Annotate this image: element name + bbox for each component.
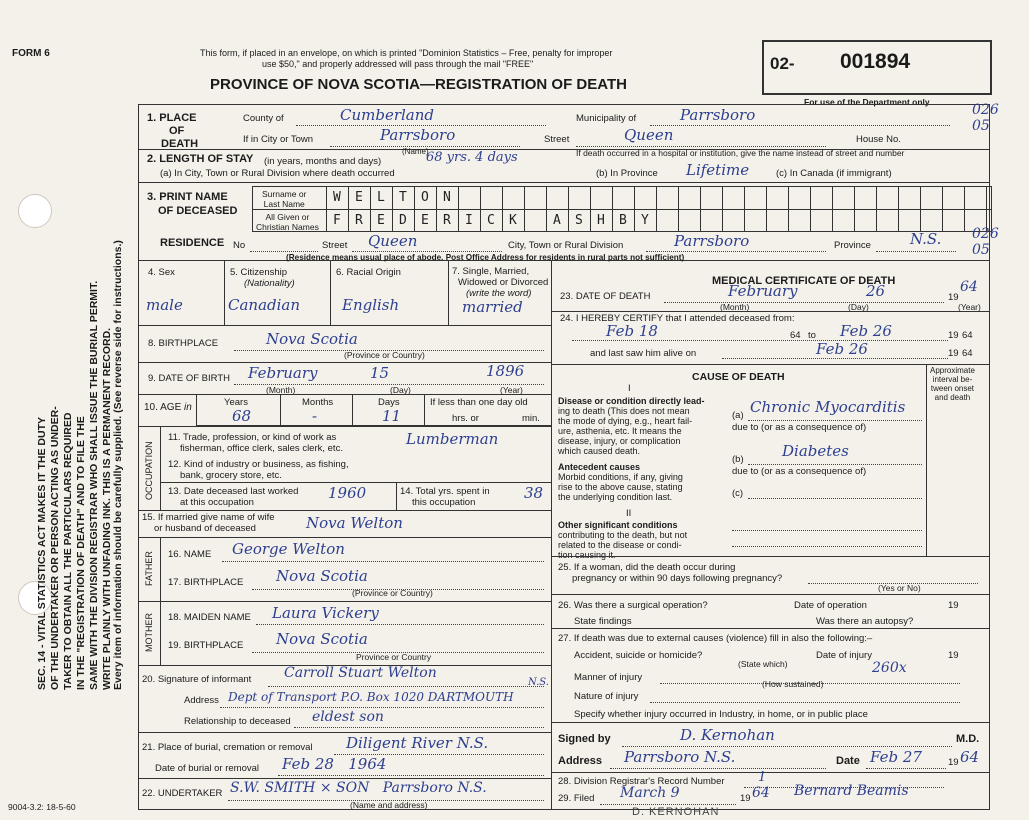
- manner-label: Manner of injury: [574, 672, 643, 683]
- q24-label: 24. I HEREBY CERTIFY that I attended deceased from:: [560, 313, 795, 324]
- age-hrs: hrs. or: [452, 413, 479, 424]
- dob-day-sub: (Day): [390, 385, 411, 395]
- residence-street-label: Street: [322, 240, 348, 251]
- attended-to-year-prefix: 19: [948, 330, 959, 341]
- due-to-1: due to (or as a consequence of): [732, 422, 867, 433]
- q26-label: 26. Was there a surgical operation?: [558, 600, 708, 611]
- given-letter: R: [355, 213, 363, 228]
- q29-year-prefix: 19: [740, 793, 751, 804]
- q29-label: 29. Filed: [558, 793, 595, 804]
- given-letter: C: [487, 213, 495, 228]
- father-side-label: FATHER: [144, 551, 154, 586]
- street-value: Queen: [624, 126, 674, 144]
- age-days-label: Days: [378, 397, 400, 408]
- racial-value: English: [342, 296, 400, 314]
- given-letter: E: [421, 213, 429, 228]
- q27-label: 27. If death was due to external causes (violence) fill in also the following:–: [558, 633, 873, 644]
- q23-year: 64: [960, 279, 978, 295]
- q17-value: Nova Scotia: [276, 567, 368, 585]
- cause-c-label: (c): [732, 488, 744, 499]
- mother-side-label: MOTHER: [144, 613, 154, 652]
- informant-address-label: Address: [184, 695, 219, 706]
- side-instructions: SEC. 14 - VITAL STATISTICS ACT MAKES IT THE DUTY OF THE UNDERTAKER OR PERSON ACTING AS UNDER- TAKER TO OBTAIN ALL THE PARTICULARS REQUIRED IN THE "REGISTRATION OF DEATH" AND TO FILE THE SAME WITH THE DIVISION REGISTRAR WHO SHALL ISSUE THE BURIAL PERMIT. WRITE PLAINLY WITH UNFADING INK. THIS IS A PERMANENT RECORD.: [36, 280, 113, 690]
- age-label: 10. AGE in: [144, 402, 192, 413]
- stay-b-value: Lifetime: [686, 161, 750, 179]
- q26-year: 19: [948, 600, 959, 611]
- house-label: House No.: [856, 134, 901, 145]
- manner-value: 260x: [872, 660, 907, 676]
- signoff-date-label: Date: [836, 755, 860, 767]
- given-letter: D: [399, 213, 407, 228]
- place-label: 1. PLACE OF DEATH: [147, 112, 199, 150]
- stay-line-c: (c) In Canada (if immigrant): [776, 168, 892, 179]
- informant-address-ns: N.S.: [528, 677, 549, 688]
- last-seen-label: and last saw him alive on: [590, 348, 697, 359]
- residence-street-value: Queen: [368, 232, 418, 250]
- age-days-value: 11: [382, 407, 402, 425]
- county-label: County of: [243, 113, 284, 124]
- attended-to-value: Feb 26: [840, 322, 892, 340]
- roman-2: II: [626, 508, 632, 519]
- surname-letter: L: [377, 190, 385, 205]
- surname-letter: N: [443, 190, 451, 205]
- given-letter: F: [333, 213, 341, 228]
- given-letter: E: [377, 213, 385, 228]
- burial-date-value: Feb 28 1964: [282, 755, 387, 773]
- q21-value: Diligent River N.S.: [346, 734, 489, 752]
- residence-province-label: Province: [834, 240, 871, 251]
- roman-1: I: [628, 383, 631, 394]
- q12-label: 12. Kind of industry or business, as fishing, bank, grocery store, etc.: [168, 459, 349, 481]
- cause-b-value: Diabetes: [782, 442, 849, 460]
- q14-label: 14. Total yrs. spent in this occupation: [400, 486, 490, 508]
- stay-line-a: (a) In City, Town or Rural Division where death occurred: [160, 168, 395, 179]
- city-value: Parrsboro: [380, 126, 456, 144]
- birthplace-value: Nova Scotia: [266, 330, 358, 348]
- age-years-label: Years: [224, 397, 248, 408]
- given-letter: I: [465, 213, 473, 228]
- burial-date-label: Date of burial or removal: [155, 763, 260, 774]
- relationship-value: eldest son: [312, 709, 384, 725]
- registration-number: 001894: [840, 50, 911, 73]
- surname-letter: E: [355, 190, 363, 205]
- q19-value: Nova Scotia: [276, 630, 368, 648]
- punch-hole-top: [18, 194, 52, 228]
- street-label: Street: [544, 134, 570, 145]
- date-injury-label: Date of injury: [816, 650, 872, 661]
- q23-day-sub: (Day): [848, 302, 869, 312]
- sex-label: 4. Sex: [148, 267, 175, 278]
- stay-value: 68 yrs. 4 days: [426, 150, 518, 165]
- q11-label: 11. Trade, profession, or kind of work as fisherman, office clerk, sales clerk, etc.: [168, 432, 343, 454]
- bottom-handwritten-note: D. KERNOHAN: [632, 806, 720, 818]
- citizenship-value: Canadian: [228, 296, 301, 314]
- last-seen-year: 64: [962, 348, 973, 359]
- hospital-note: If death occurred in a hospital or institution, give the name instead of street and number: [576, 148, 905, 158]
- attended-to: to: [808, 330, 816, 341]
- residence-note: (Residence means usual place of abode. Post Office Address for residents in rural parts not sufficient): [286, 253, 685, 262]
- surname-label: Surname or Last Name: [262, 189, 307, 209]
- age-months-value: -: [312, 407, 318, 425]
- q13-value: 1960: [328, 484, 367, 502]
- birthplace-sub: (Province or Country): [344, 350, 425, 360]
- q22-value: S.W. SMITH × SON Parrsboro N.S.: [230, 780, 487, 796]
- signoff-address-label: Address: [558, 755, 603, 767]
- q15-value: Nova Welton: [306, 514, 403, 532]
- q18-label: 18. MAIDEN NAME: [168, 612, 251, 623]
- q23-year-prefix: 19: [948, 292, 959, 303]
- given-letter: R: [443, 213, 451, 228]
- other-label: Other significant conditions contributing to the death, but not related to the disease or condi- tion causing it.: [558, 520, 688, 560]
- informant-address-value: Dept of Transport P.O. Box 1020 DARTMOUTH: [228, 690, 514, 704]
- registration-prefix: 02-: [770, 54, 795, 73]
- given-letter: K: [509, 213, 517, 228]
- q25-sub: (Yes or No): [878, 583, 921, 593]
- q18-value: Laura Vickery: [272, 604, 379, 622]
- q16-value: George Welton: [232, 540, 345, 558]
- occupation-side-label: OCCUPATION: [144, 441, 154, 500]
- dob-day: 15: [370, 364, 390, 382]
- q19-label: 19. BIRTHPLACE: [168, 640, 244, 651]
- accident-label: Accident, suicide or homicide?: [574, 650, 703, 661]
- q23-label: 23. DATE OF DEATH: [560, 291, 651, 302]
- q11-value: Lumberman: [406, 430, 499, 448]
- signed-label: Signed by: [558, 733, 611, 745]
- stay-line-b: (b) In Province: [596, 168, 658, 179]
- residence-city-label: City, Town or Rural Division: [508, 240, 624, 251]
- q28-label: 28. Division Registrar's Record Number: [558, 776, 725, 787]
- stay-label: 2. LENGTH OF STAY: [147, 153, 254, 165]
- name-label: 3. PRINT NAME OF DECEASED: [147, 191, 238, 217]
- antecedent-label: Antecedent causes Morbid conditions, if any, giving rise to the above cause, stating the underlying condition last.: [558, 462, 683, 502]
- cause-heading: CAUSE OF DEATH: [692, 371, 785, 383]
- age-months-label: Months: [302, 397, 334, 408]
- q28-value: 1: [758, 770, 767, 785]
- given-letter: Y: [641, 213, 649, 228]
- injury-year: 19: [948, 650, 959, 661]
- residence-province-value: N.S.: [910, 230, 942, 248]
- signoff-date-value: Feb 27: [870, 748, 922, 766]
- state-which: (State which): [738, 659, 788, 669]
- citizenship-label: 5. Citizenship (Nationality): [230, 267, 295, 289]
- racial-label: 6. Racial Origin: [336, 267, 401, 278]
- registration-number-box: [762, 40, 992, 95]
- how-sustained: (How sustained): [762, 679, 824, 689]
- cause-a-value: Chronic Myocarditis: [750, 398, 906, 416]
- q20-label: 20. Signature of informant: [142, 674, 252, 685]
- stay-sub: (in years, months and days): [264, 156, 382, 167]
- form-code: 9004-3.2: 18-5-60: [8, 802, 76, 812]
- q17-label: 17. BIRTHPLACE: [168, 577, 244, 588]
- q26-date-label: Date of operation: [794, 600, 867, 611]
- disease-label: Disease or condition directly lead- ing to death (This does not mean the mode of dying, e.g., heart fail- ure, asthenia, etc. It means the disease, injury, or complication which caused death.: [558, 396, 705, 456]
- q19-sub: Province or Country: [356, 652, 432, 662]
- age-years-value: 68: [232, 407, 252, 425]
- dob-label: 9. DATE OF BIRTH: [148, 373, 230, 384]
- page-title: PROVINCE OF NOVA SCOTIA—REGISTRATION OF DEATH: [210, 76, 627, 93]
- cause-a-label: (a): [732, 410, 744, 421]
- q17-sub: (Province or Country): [352, 588, 433, 598]
- signoff-year: 64: [960, 748, 980, 766]
- sex-value: male: [146, 296, 183, 314]
- intro-line-2: use $50," and properly addressed will pass through the mail "FREE": [262, 59, 534, 69]
- municipality-value: Parrsboro: [680, 106, 756, 124]
- dob-year: 1896: [486, 362, 525, 380]
- medical-heading: MEDICAL CERTIFICATE OF DEATH: [712, 275, 896, 287]
- marital-value: married: [462, 298, 523, 316]
- q29-value: March 9: [620, 785, 680, 801]
- md-label: M.D.: [956, 733, 980, 745]
- dob-year-sub: (Year): [500, 385, 523, 395]
- q23-month-sub: (Month): [720, 302, 750, 312]
- birthplace-label: 8. BIRTHPLACE: [148, 338, 219, 349]
- residence-city-value: Parrsboro: [674, 232, 750, 250]
- q22-sub: (Name and address): [350, 800, 428, 810]
- q23-year-sub: (Year): [958, 302, 981, 312]
- q14-value: 38: [524, 484, 544, 502]
- dob-month-sub: (Month): [266, 385, 296, 395]
- cause-b-label: (b): [732, 454, 744, 465]
- q21-label: 21. Place of burial, cremation or removal: [142, 742, 313, 753]
- given-label: All Given or Christian Names: [256, 212, 319, 232]
- city-label: If in City or Town: [243, 134, 314, 145]
- q15-label: 15. If married give name of wife or husband of deceased: [142, 512, 275, 534]
- residence-margin-code: 026 05: [972, 226, 999, 258]
- relationship-label: Relationship to deceased: [184, 716, 291, 727]
- given-letter: B: [619, 213, 627, 228]
- residence-no-label: No: [233, 240, 246, 251]
- county-value: Cumberland: [340, 106, 435, 124]
- form-number: FORM 6: [12, 48, 50, 59]
- given-letter: H: [597, 213, 605, 228]
- age-less-than-day: If less than one day old: [430, 397, 528, 408]
- informant-signature: Carroll Stuart Welton: [284, 665, 437, 681]
- interval-label: Approximate interval be- tween onset and death: [930, 366, 975, 402]
- municipality-label: Municipality of: [576, 113, 637, 124]
- last-seen-year-prefix: 19: [948, 348, 959, 359]
- signoff-year-prefix: 19: [948, 757, 959, 768]
- attended-to-year: 64: [962, 330, 973, 341]
- q16-label: 16. NAME: [168, 549, 212, 560]
- surname-letter: O: [421, 190, 429, 205]
- due-to-2: due to (or as a consequence of): [732, 466, 867, 477]
- autopsy-label: Was there an autopsy?: [816, 616, 914, 627]
- surname-letter: W: [333, 190, 341, 205]
- given-letter: A: [553, 213, 561, 228]
- attended-from: Feb 18: [606, 322, 658, 340]
- q23-day: 26: [866, 282, 886, 300]
- given-letter: S: [575, 213, 583, 228]
- intro-line-1: This form, if placed in an envelope, on which is printed "Dominion Statistics – Free, penalty for improper: [200, 48, 613, 58]
- findings-label: State findings: [574, 616, 632, 627]
- specify-label: Specify whether injury occurred in Industry, in home, or in public place: [574, 709, 868, 720]
- age-min: min.: [522, 413, 540, 424]
- attended-from-year: 64: [790, 330, 801, 341]
- signed-value: D. Kernohan: [680, 726, 775, 744]
- side-instructions-2: Every item of information should be carefully supplied. (See reverse side for instructions.): [112, 240, 124, 690]
- last-seen-value: Feb 26: [816, 340, 868, 358]
- signoff-address-value: Parrsboro N.S.: [624, 748, 736, 766]
- city-name-sub: (Name): [402, 147, 429, 156]
- q13-label: 13. Date deceased last worked at this occupation: [168, 486, 299, 508]
- nature-label: Nature of injury: [574, 691, 639, 702]
- q23-month: February: [728, 282, 798, 300]
- q22-label: 22. UNDERTAKER: [142, 788, 223, 799]
- q29-year: 64: [752, 785, 770, 801]
- department-use-note: For use of the Department only: [804, 97, 930, 107]
- surname-letter: T: [399, 190, 407, 205]
- marital-label: 7. Single, Married, Widowed or Divorced (write the word): [452, 266, 549, 299]
- q29-signature: Bernard Beamis: [794, 783, 909, 799]
- place-margin-code: 026 05: [972, 102, 999, 134]
- dob-month: February: [248, 364, 318, 382]
- q25-label: 25. If a woman, did the death occur during pregnancy or within 90 days following pregnancy?: [558, 562, 783, 584]
- residence-label: RESIDENCE: [160, 237, 225, 249]
